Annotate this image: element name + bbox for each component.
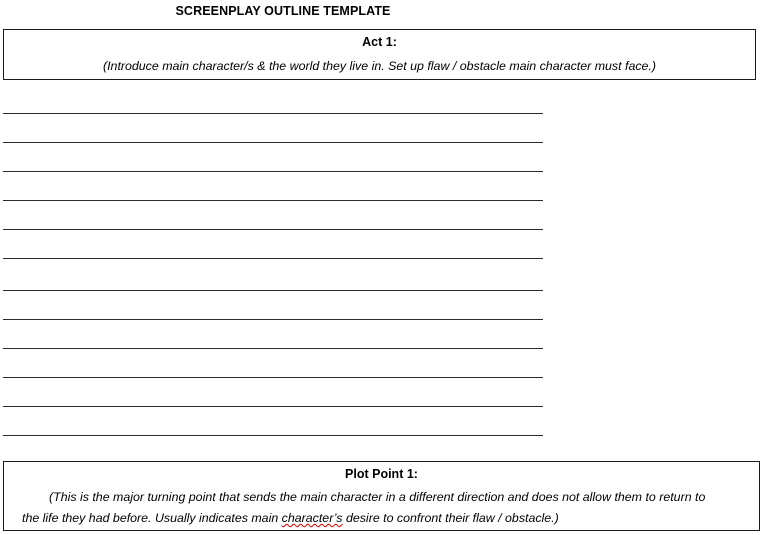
- writing-line: [3, 229, 543, 230]
- page-title: SCREENPLAY OUTLINE TEMPLATE: [175, 4, 391, 18]
- act-1-heading: Act 1:: [362, 35, 397, 49]
- writing-line: [3, 348, 543, 349]
- writing-line: [3, 406, 543, 407]
- writing-line: [3, 290, 543, 291]
- spellcheck-misspelled-word[interactable]: character’s: [281, 511, 343, 525]
- writing-line: [3, 377, 543, 378]
- plot-point-1-section: [3, 461, 760, 531]
- act-1-description: (Introduce main character/s & the world they live in. Set up flaw / obstacle main character must face.): [102, 59, 656, 73]
- plot-point-1-text-after-misspelling: desire to confront their flaw / obstacle.): [342, 511, 559, 525]
- plot-point-1-heading: Plot Point 1:: [345, 467, 418, 481]
- plot-point-1-description-line-2: [10, 508, 753, 529]
- plot-point-1-description-line-1: (This is the major turning point that sends the main character in a different direction and does not allow them to return to: [49, 490, 706, 504]
- writing-line: [3, 258, 543, 259]
- writing-line: [3, 200, 543, 201]
- plot-point-1-description: [4, 487, 759, 529]
- writing-line: [3, 435, 543, 436]
- act-1-section: [3, 29, 756, 80]
- writing-lines-area: [0, 96, 768, 448]
- writing-line: [3, 142, 543, 143]
- writing-line: [3, 113, 543, 114]
- writing-line: [3, 319, 543, 320]
- writing-line: [3, 171, 543, 172]
- plot-point-1-text-before-misspelling: the life they had before. Usually indicates main: [22, 511, 282, 525]
